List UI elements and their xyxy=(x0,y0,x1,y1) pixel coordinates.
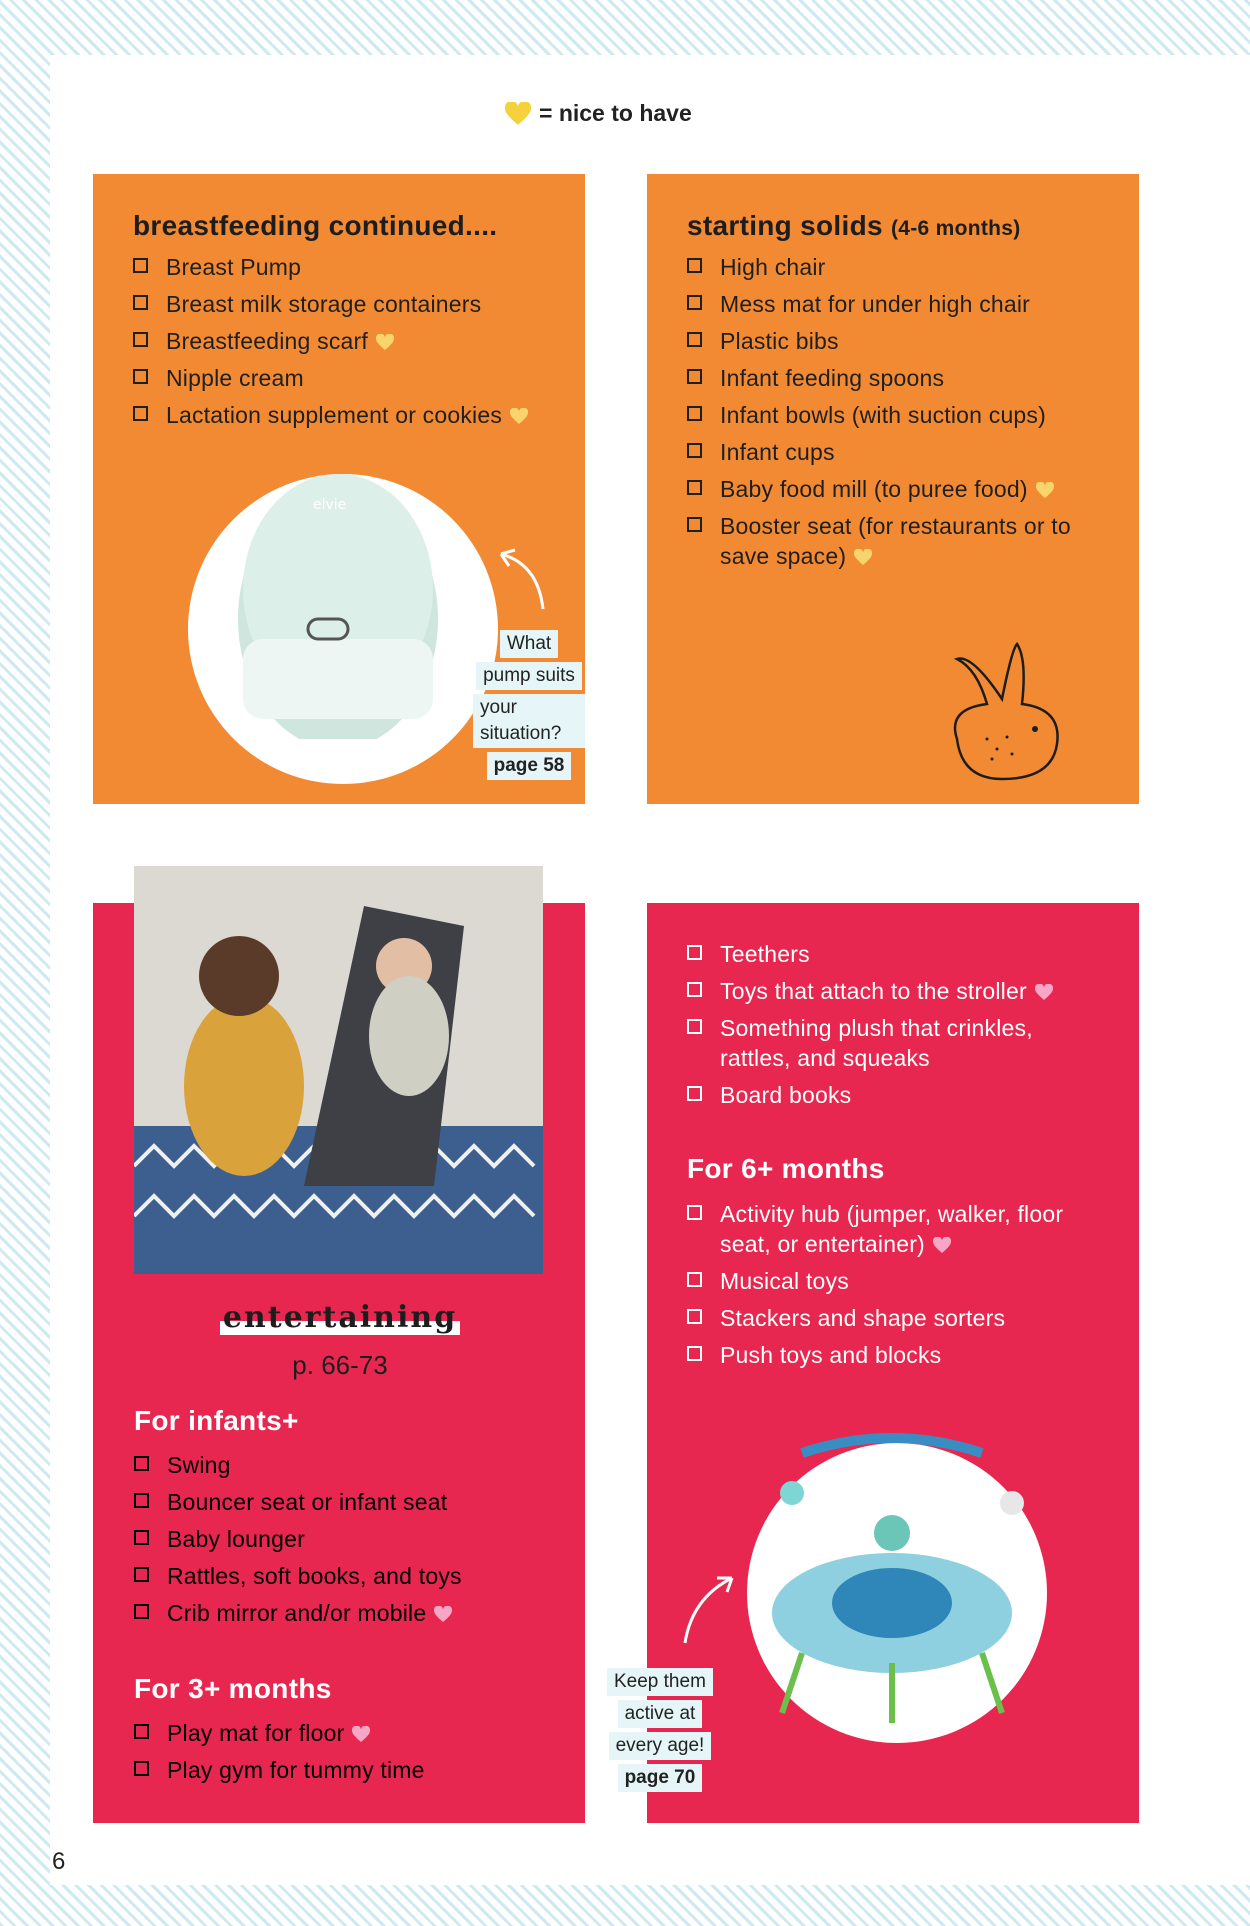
checklist-item-label: Play mat for floor xyxy=(167,1720,345,1746)
heart-icon xyxy=(854,549,872,566)
checkbox[interactable] xyxy=(687,369,702,384)
heart-icon xyxy=(352,1726,370,1743)
bunny-illustration xyxy=(917,629,1087,789)
checklist-item xyxy=(687,363,1107,393)
checkbox[interactable] xyxy=(687,1272,702,1287)
checkbox[interactable] xyxy=(134,1761,149,1776)
baby-bouncer-photo xyxy=(134,866,543,1274)
checkbox[interactable] xyxy=(134,1530,149,1545)
checklist-item-label: Lactation supplement or cookies xyxy=(166,402,503,428)
checklist-item xyxy=(687,289,1107,319)
note-line: your situation? xyxy=(473,694,585,748)
checkbox[interactable] xyxy=(687,480,702,495)
checklist-item xyxy=(134,1755,574,1785)
checklist-item xyxy=(687,252,1107,282)
panel-title xyxy=(687,210,1021,242)
checklist-item xyxy=(133,363,573,393)
activity-center-image xyxy=(742,1413,1052,1733)
checkbox[interactable] xyxy=(687,1205,702,1220)
checklist-item-label: Teethers xyxy=(720,941,810,967)
note-line: Keep them xyxy=(607,1668,713,1696)
checklist-item-label: Toys that attach to the stroller xyxy=(720,978,1027,1004)
note-line: every age! xyxy=(609,1732,712,1760)
checkbox[interactable] xyxy=(134,1493,149,1508)
note-line: active at xyxy=(618,1700,703,1728)
checklist-item xyxy=(134,1561,574,1591)
checkbox[interactable] xyxy=(687,443,702,458)
legend-text: = nice to have xyxy=(539,100,692,126)
checkbox[interactable] xyxy=(687,1309,702,1324)
heart-icon xyxy=(933,1237,951,1254)
checklist-item xyxy=(687,400,1107,430)
checkbox[interactable] xyxy=(687,295,702,310)
pump-note xyxy=(473,630,585,780)
checklist-item xyxy=(133,252,573,282)
heart-icon xyxy=(1035,984,1053,1001)
checkbox[interactable] xyxy=(134,1456,149,1471)
legend xyxy=(505,100,692,127)
checkbox[interactable] xyxy=(134,1724,149,1739)
toys-panel xyxy=(614,903,1139,1823)
heart-icon xyxy=(505,102,531,126)
checkbox[interactable] xyxy=(687,1346,702,1361)
checklist-item xyxy=(134,1598,574,1628)
checklist-item xyxy=(687,1013,1107,1073)
section-heading-6-months: For 6+ months xyxy=(687,1153,885,1184)
checkbox[interactable] xyxy=(134,1567,149,1582)
checkbox[interactable] xyxy=(133,369,148,384)
checklist-item xyxy=(687,976,1107,1006)
checklist-item xyxy=(687,511,1107,571)
checklist-item-label: Baby lounger xyxy=(167,1526,305,1552)
panel-title: breastfeeding continued.... xyxy=(133,210,498,241)
panel-title-sub: (4-6 months) xyxy=(890,217,1021,240)
checklist-item-label: Play gym for tummy time xyxy=(167,1757,425,1783)
checklist-item xyxy=(687,939,1107,969)
entertaining-page-ref: p. 66-73 xyxy=(292,1350,388,1380)
checklist-item xyxy=(134,1718,574,1748)
checklist-item-label: Infant cups xyxy=(720,439,835,465)
solids-checklist xyxy=(687,252,1107,578)
checklist-item-label: Board books xyxy=(720,1082,852,1108)
section-heading-infants: For infants+ xyxy=(134,1405,299,1436)
checklist-item-label: Rattles, soft books, and toys xyxy=(167,1563,462,1589)
checklist-item xyxy=(133,326,573,356)
checkbox[interactable] xyxy=(133,258,148,273)
checklist-item-label: Breast milk storage containers xyxy=(166,291,482,317)
checkbox[interactable] xyxy=(687,982,702,997)
checklist-item-label: Crib mirror and/or mobile xyxy=(167,1600,427,1626)
note-line: pump suits xyxy=(476,662,582,690)
checkbox[interactable] xyxy=(133,406,148,421)
arrow-icon xyxy=(493,544,553,614)
checklist-item-label: Infant feeding spoons xyxy=(720,365,945,391)
six-months-checklist xyxy=(687,1199,1117,1377)
entertaining-title: entertaining xyxy=(220,1300,460,1335)
checklist-item xyxy=(133,400,573,430)
checklist-item-label: High chair xyxy=(720,254,826,280)
arrow-icon xyxy=(677,1568,737,1648)
checklist-item xyxy=(134,1450,574,1480)
heart-icon xyxy=(376,334,394,351)
brand-logo: elvie xyxy=(313,497,347,513)
checklist-item xyxy=(687,474,1107,504)
activity-note xyxy=(607,1668,713,1792)
checklist-item xyxy=(687,1266,1117,1296)
checkbox[interactable] xyxy=(134,1604,149,1619)
checklist-item-label: Bouncer seat or infant seat xyxy=(167,1489,448,1515)
checklist-item-label: Breast Pump xyxy=(166,254,302,280)
page-number: 6 xyxy=(52,1848,66,1875)
breastfeeding-checklist xyxy=(133,252,573,437)
checklist-item xyxy=(134,1487,574,1517)
checklist-item xyxy=(134,1524,574,1554)
checkbox[interactable] xyxy=(687,517,702,532)
heart-icon xyxy=(510,408,528,425)
checklist-item-label: Nipple cream xyxy=(166,365,304,391)
checkbox[interactable] xyxy=(133,332,148,347)
section-heading-3-months: For 3+ months xyxy=(134,1673,332,1704)
checklist-item-label: Musical toys xyxy=(720,1268,849,1294)
infants-checklist xyxy=(134,1450,574,1635)
checklist-item-label: Baby food mill (to puree food) xyxy=(720,476,1028,502)
checklist-item xyxy=(687,1199,1117,1259)
checkbox[interactable] xyxy=(687,1019,702,1034)
checklist-item-label: Mess mat for under high chair xyxy=(720,291,1031,317)
checklist-item xyxy=(687,1340,1117,1370)
note-page-link[interactable]: page 58 xyxy=(487,752,572,780)
checklist-item xyxy=(687,437,1107,467)
checklist-item xyxy=(687,326,1107,356)
checklist-item-label: Stackers and shape sorters xyxy=(720,1305,1006,1331)
checklist-item xyxy=(133,289,573,319)
starting-solids-panel xyxy=(647,174,1139,804)
checklist-item-label: Infant bowls (with suction cups) xyxy=(720,402,1046,428)
heart-icon xyxy=(1036,482,1054,499)
checklist-item-label: Booster seat (for restaurants or to save space) xyxy=(720,513,1071,569)
checklist-item-label: Push toys and blocks xyxy=(720,1342,942,1368)
checkbox[interactable] xyxy=(133,295,148,310)
checkbox[interactable] xyxy=(687,258,702,273)
checkbox[interactable] xyxy=(687,332,702,347)
checklist-item-label: Breastfeeding scarf xyxy=(166,328,368,354)
three-months-checklist xyxy=(134,1718,574,1792)
panel-title-main: starting solids xyxy=(687,210,883,241)
checklist-item xyxy=(687,1303,1117,1333)
breastfeeding-panel xyxy=(93,174,585,804)
checkbox[interactable] xyxy=(687,406,702,421)
breast-pump-image xyxy=(213,449,463,739)
checklist-item-label: Plastic bibs xyxy=(720,328,839,354)
toys-checklist xyxy=(687,939,1107,1117)
heart-icon xyxy=(434,1606,452,1623)
checklist-item-label: Swing xyxy=(167,1452,231,1478)
checklist-item-label: Something plush that crinkles, rattles, and squeaks xyxy=(720,1015,1033,1071)
checklist-item xyxy=(687,1080,1107,1110)
checklist-item-label: Activity hub (jumper, walker, floor seat, or entertainer) xyxy=(720,1201,1064,1257)
checkbox[interactable] xyxy=(687,1086,702,1101)
checkbox[interactable] xyxy=(687,945,702,960)
note-line: What xyxy=(500,630,558,658)
note-page-link[interactable]: page 70 xyxy=(618,1764,703,1792)
